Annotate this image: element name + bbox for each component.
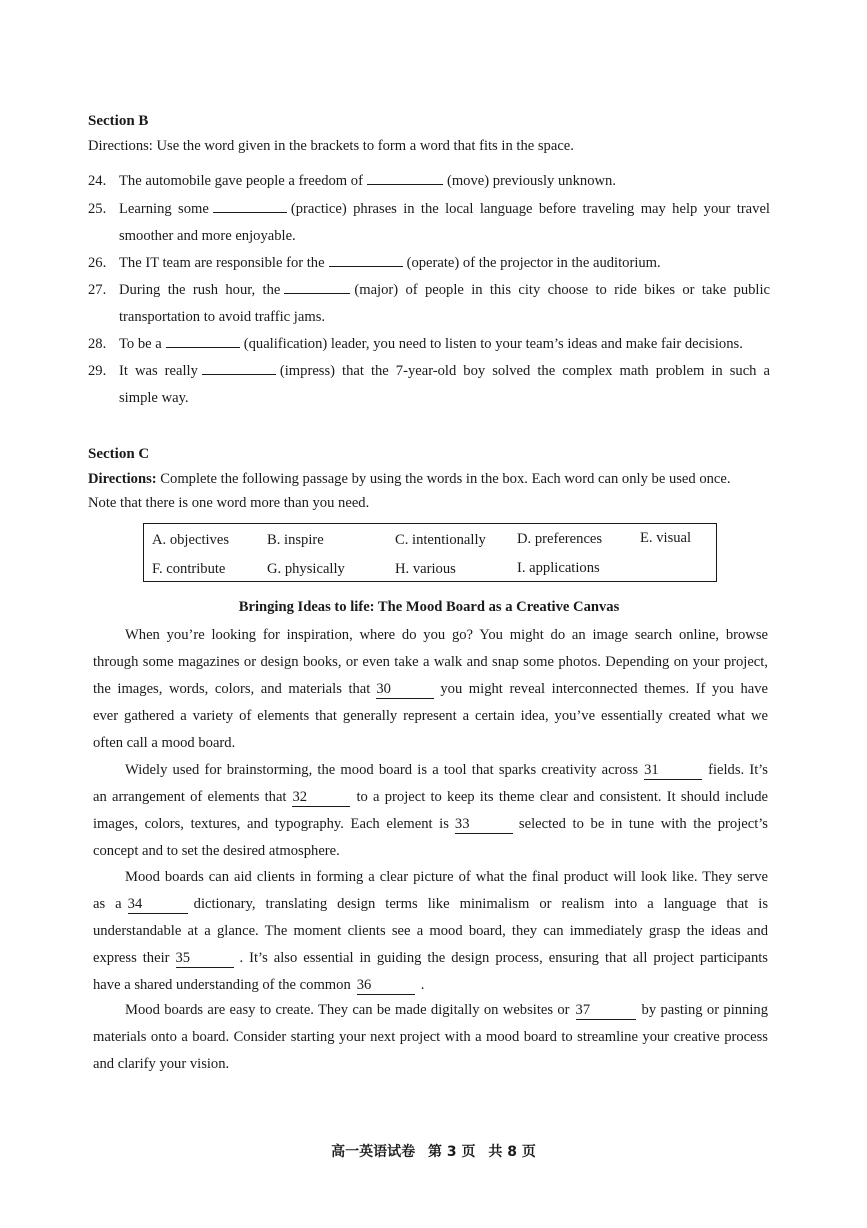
passage-line <box>93 972 768 999</box>
word-option: F. contribute <box>152 561 226 577</box>
word-option: E. visual <box>640 530 692 546</box>
word-option: H. various <box>395 561 456 577</box>
passage-line <box>93 757 768 784</box>
passage-line: understandable at a glance. The moment clients see a mood board, they can immediately grasp the ideas and <box>93 923 768 939</box>
passage-line: When you’re looking for inspiration, where do you go? You might do an image search online, browse <box>125 627 768 643</box>
section-b-title: Section B <box>88 113 149 129</box>
gap-35: 35 <box>176 949 234 968</box>
passage-text: you might reveal interconnected themes. If you have <box>440 681 768 697</box>
answer-blank <box>166 332 240 348</box>
gap-31: 31 <box>644 761 702 780</box>
answer-blank <box>284 278 350 294</box>
word-option: I. applications <box>517 560 600 576</box>
directions-label: Directions: <box>88 471 157 487</box>
passage-text: as a <box>93 896 122 912</box>
passage-paragraph-1 <box>93 622 768 757</box>
passage-paragraph-4 <box>93 997 768 1078</box>
passage-paragraph-3 <box>93 864 768 999</box>
question-24 <box>88 168 770 195</box>
directions-text: Complete the following passage by using the words in the box. Each word can only be used once. <box>156 471 731 487</box>
question-number: 28. <box>88 336 107 352</box>
question-text-after: (major) of people in this city choose to ride bikes or take public <box>354 282 771 298</box>
question-text-after: (impress) that the 7-year-old boy solved the complex math problem in such a <box>279 363 770 379</box>
section-c-directions <box>88 467 770 515</box>
passage-title: Bringing Ideas to life: The Mood Board as a Creative Canvas <box>238 599 620 615</box>
passage-text: dictionary, translating design terms like minimalism or realism into a language that is <box>193 896 768 912</box>
passage-text: fields. It’s <box>708 762 768 778</box>
question-text-after: (practice) phrases in the local language before traveling may help your travel <box>290 201 770 217</box>
passage-line: and clarify your vision. <box>93 1056 230 1072</box>
gap-36: 36 <box>357 976 415 995</box>
page-footer <box>0 1141 867 1161</box>
word-box <box>143 523 717 582</box>
passage-text: . It’s also essential in guiding the design process, ensuring that all project participants <box>239 950 768 966</box>
footer-title: 高一英语试卷 <box>331 1144 416 1160</box>
gap-32: 32 <box>292 788 350 807</box>
question-number: 29. <box>88 363 107 379</box>
section-c-title: Section C <box>88 446 150 462</box>
question-text-before: The IT team are responsible for the <box>119 255 325 271</box>
passage-text: have a shared understanding of the common <box>93 977 351 993</box>
passage-line: Mood boards can aid clients in forming a clear picture of what the final product will look like. They serve <box>125 869 768 885</box>
passage-text: Widely used for brainstorming, the mood board is a tool that sparks creativity across <box>125 762 639 778</box>
question-26 <box>88 250 770 277</box>
question-text-after: (operate) of the projector in the auditorium. <box>406 255 661 271</box>
passage-line <box>93 811 768 838</box>
question-text-before: To be a <box>119 336 162 352</box>
footer-total-pages: 共 8 页 <box>488 1144 536 1160</box>
question-29 <box>88 358 770 412</box>
question-27 <box>88 277 770 331</box>
question-text-line2: simple way. <box>119 390 189 406</box>
passage-text: images, colors, textures, and typography. Each element is <box>93 816 449 832</box>
passage-line: often call a mood board. <box>93 735 236 751</box>
passage-text: the images, words, colors, and materials that <box>93 681 371 697</box>
word-option: C. intentionally <box>395 532 486 548</box>
question-text-before: During the rush hour, the <box>119 282 281 298</box>
passage-text: Mood boards are easy to create. They can be made digitally on websites or <box>125 1002 570 1018</box>
question-text-after: (qualification) leader, you need to listen to your team’s ideas and make fair decisions. <box>243 336 743 352</box>
directions-line2: Note that there is one word more than you need. <box>88 495 370 511</box>
passage-line <box>93 676 768 703</box>
question-text-line2: smoother and more enjoyable. <box>119 228 296 244</box>
passage-line <box>93 784 768 811</box>
answer-blank <box>202 359 276 375</box>
passage-paragraph-2 <box>93 757 768 865</box>
question-text-before: It was really <box>119 363 198 379</box>
word-option: B. inspire <box>267 532 324 548</box>
question-number: 24. <box>88 173 107 189</box>
answer-blank <box>213 197 287 213</box>
gap-34: 34 <box>128 895 188 914</box>
passage-text: to a project to keep its theme clear and consistent. It should include <box>356 789 768 805</box>
question-text-before: Learning some <box>119 201 209 217</box>
answer-blank <box>367 169 443 185</box>
word-option: G. physically <box>267 561 345 577</box>
passage-line: materials onto a board. Consider starting your next project with a mood board to streamline your creative process <box>93 1029 768 1045</box>
passage-line: through some magazines or design books, or even take a walk and snap some photos. Depending on your project, <box>93 654 768 670</box>
question-number: 27. <box>88 282 107 298</box>
passage-line: concept and to set the desired atmosphere. <box>93 843 340 859</box>
passage-line <box>93 997 768 1024</box>
question-text-before: The automobile gave people a freedom of <box>119 173 363 189</box>
section-b-directions: Directions: Use the word given in the brackets to form a word that fits in the space. <box>88 138 574 154</box>
word-option: D. preferences <box>517 531 603 547</box>
passage-text: . <box>420 977 425 993</box>
question-text-after: (move) previously unknown. <box>446 173 616 189</box>
question-25 <box>88 196 770 250</box>
passage-line <box>93 891 768 918</box>
gap-37: 37 <box>576 1001 636 1020</box>
passage-text: express their <box>93 950 170 966</box>
question-text-line2: transportation to avoid traffic jams. <box>119 309 326 325</box>
gap-30: 30 <box>376 680 434 699</box>
passage-text: an arrangement of elements that <box>93 789 287 805</box>
question-28 <box>88 331 770 358</box>
question-number: 25. <box>88 201 107 217</box>
word-option: A. objectives <box>152 532 230 548</box>
passage-line: ever gathered a variety of elements that generally represent a certain idea, you’ve essentially created what we <box>93 708 768 724</box>
passage-text: by pasting or pinning <box>641 1002 768 1018</box>
passage-line <box>93 945 768 972</box>
gap-33: 33 <box>455 815 513 834</box>
passage-text: selected to be in tune with the project’s <box>518 816 768 832</box>
footer-page-number: 第 3 页 <box>428 1144 476 1160</box>
question-number: 26. <box>88 255 107 271</box>
answer-blank <box>329 251 403 267</box>
